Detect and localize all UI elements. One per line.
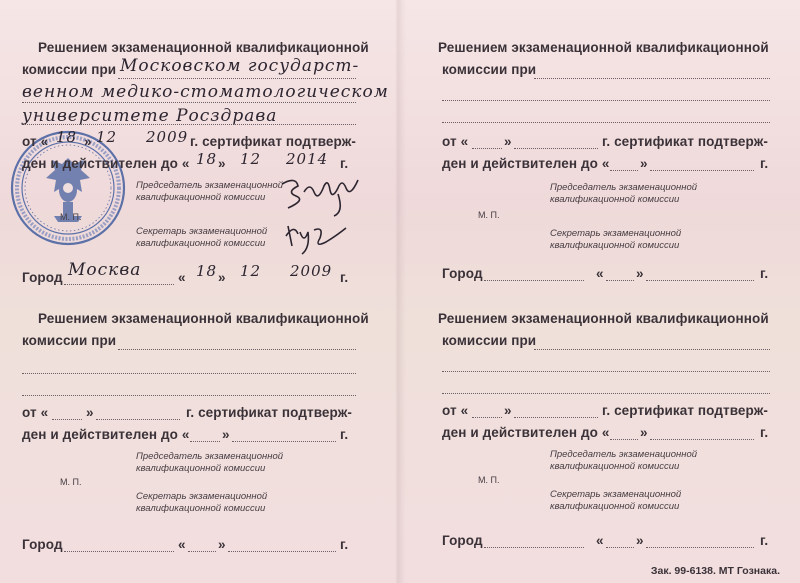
chair-signature (278, 170, 368, 220)
issue-month: 12 (96, 128, 118, 146)
institution-line-1: Московском государст- (120, 56, 360, 76)
from-label: от « (22, 134, 49, 149)
issue-year: 2009 (146, 128, 189, 146)
cert-confirmed-label: г. сертификат подтверж- (190, 134, 356, 149)
certificate-entry-3: Решением экзаменационной квалификационной комиссии при от « » г. сертификат подтверж- ден и действителен до « » г. Председатель экзаменационной квалификационной комиссии М. П. Секретарь экзаменационной квалификационной комиссии Город « » г. (22, 311, 369, 552)
commission-label: комиссии при (22, 62, 117, 77)
secretary-signature (282, 220, 362, 260)
certificate-entry-4: Решением экзаменационной квалификационной комиссии при от « » г. сертификат подтверж- ден и действителен до « » г. Председатель экзаменационной квалификационной комиссии М. П. Секретарь экзаменационной квалификационной комиссии Город « » г. (438, 311, 769, 548)
city-day: 18 (196, 262, 218, 280)
certificate-entry-2: Решением экзаменационной квалификационной комиссии при от « » г. сертификат подтверж- ден и действителен до « » г. Председатель экзаменационной квалификационной комиссии М. П. Секретарь экзаменационной квалификационной комиссии Город « » г. (438, 40, 769, 281)
certificate-entry-1: Решением экзаменационной квалификационной комиссии при Московском государст- венном медико-стоматологическом университете Росздрава от « 18 » 12 2009 г. сертификат подтверж- ден и действителен до « 18 » 12 2014 г. Председатель экзаменационной квалификационной комиссии М. П. Секретарь экзаменационной квалификационной комиссии Город Москва « 18 » 12 2009 г. (22, 40, 389, 285)
valid-year: 2014 (286, 150, 329, 168)
right-page (400, 0, 800, 583)
issue-day: 18 (56, 128, 78, 146)
city-value: Москва (68, 260, 142, 280)
valid-month: 12 (240, 150, 262, 168)
city-label: Город (22, 270, 63, 285)
chair-title-1: Председатель экзаменационной (136, 180, 284, 191)
mp-label: М. П. (60, 212, 82, 222)
city-month: 12 (240, 262, 262, 280)
chair-title-2: квалификационной комиссии (136, 192, 266, 203)
institution-line-3: университете Росздрава (22, 106, 278, 126)
valid-until-label: ден и действителен до « (22, 156, 190, 171)
city-year: 2009 (290, 262, 333, 280)
secretary-title-2: квалификационной комиссии (136, 238, 266, 249)
valid-day: 18 (196, 150, 218, 168)
secretary-title-1: Секретарь экзаменационной (136, 226, 268, 237)
decision-heading: Решением экзаменационной квалификационной (38, 40, 369, 55)
printer-imprint: Зак. 99-6138. МТ Гознака. (650, 565, 780, 577)
institution-line-2: венном медико-стоматологическом (22, 82, 389, 102)
